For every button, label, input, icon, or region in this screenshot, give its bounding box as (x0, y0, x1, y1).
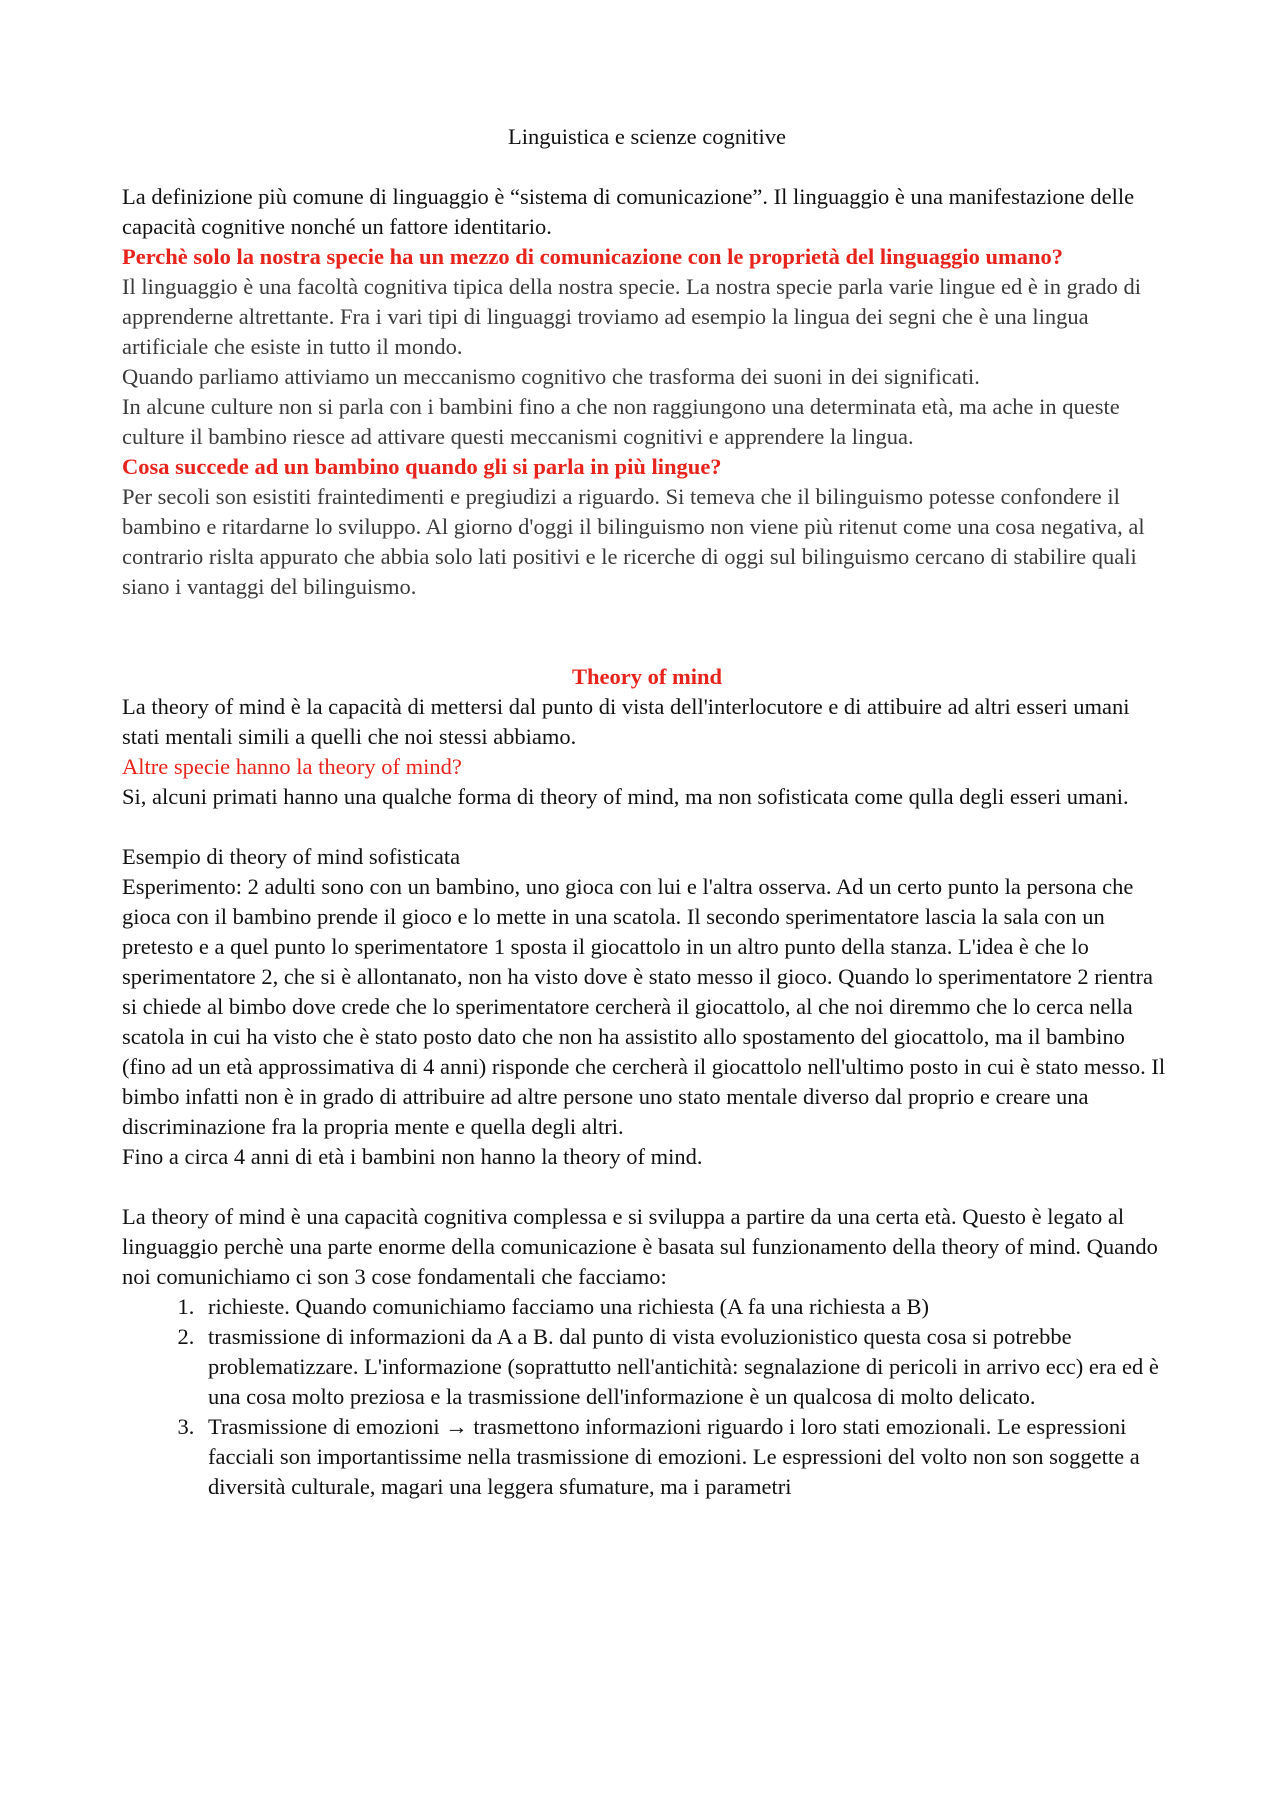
numbered-list (122, 1292, 1172, 1502)
paragraph-7: Esempio di theory of mind sofisticata (122, 844, 461, 869)
question-heading-2: Cosa succede ad un bambino quando gli si parla in più lingue? (122, 454, 722, 479)
question-heading-3: Altre specie hanno la theory of mind? (122, 754, 462, 779)
paragraph-6: Si, alcuni primati hanno una qualche forma di theory of mind, ma non sofisticata come qulla degli esseri umani. (122, 784, 1129, 809)
question-heading-1: Perchè solo la nostra specie ha un mezzo di comunicazione con le proprietà del linguaggio umano? (122, 244, 1064, 269)
paragraph-9: Fino a circa 4 anni di età i bambini non hanno la theory of mind. (122, 1144, 703, 1169)
document-title: Linguistica e scienze cognitive (507, 124, 787, 149)
paragraph-4: Per secoli son esistiti fraintedimenti e pregiudizi a riguardo. Si temeva che il bilinguismo potesse confondere il bambino e ritardarne lo sviluppo. Al giorno d'oggi il bilinguismo non viene più ritenut come una cosa negativa, al contrario rislta appurato che abbia solo lati positivi e le ricerche di oggi sul bilinguismo cercano di stabilire quali siano i vantaggi del bilinguismo. (122, 484, 1145, 599)
section-heading-theory-of-mind: Theory of mind (571, 664, 722, 689)
paragraph-10: La theory of mind è una capacità cognitiva complessa e si sviluppa a partire da una certa età. Questo è legato al linguaggio perchè una parte enorme della comunicazione è basata sul funzionamento della theory of mind. Quando noi comunichiamo ci son 3 cose fondamentali che facciamo: (122, 1204, 1158, 1289)
paragraph-3: In alcune culture non si parla con i bambini fino a che non raggiungono una determinata età, ma ache in queste culture il bambino riesce ad attivare questi meccanismi cognitivi e apprendere la lingua. (122, 394, 1120, 449)
paragraph-1: Il linguaggio è una facoltà cognitiva tipica della nostra specie. La nostra specie parla varie lingue ed è in grado di apprenderne altrettante. Fra i vari tipi di linguaggi troviamo ad esempio la lingua dei segni che è una lingua artificiale che esiste in tutto il mondo. (122, 274, 1141, 359)
list-item: 3. Trasmissione di emozioni → trasmettono informazioni riguardo i loro stati emozionali. Le espressioni facciali son importantissime nella trasmissione di emozioni. Le espressioni del volto non son soggette a diversità culturale, magari una leggera sfumature, ma i parametri (200, 1412, 1172, 1502)
list-item: 2. trasmissione di informazioni da A a B. dal punto di vista evoluzionistico questa cosa si potrebbe problematizzare. L'informazione (soprattutto nell'antichità: segnalazione di pericoli in arrivo ecc) era ed è una cosa molto preziosa e la trasmissione dell'informazione è un qualcosa di molto delicato. (200, 1322, 1172, 1412)
list-item: 1. richieste. Quando comunichiamo facciamo una richiesta (A fa una richiesta a B) (200, 1292, 1172, 1322)
paragraph-5: La theory of mind è la capacità di mettersi dal punto di vista dell'interlocutore e di attibuire ad altri esseri umani stati mentali simili a quelli che noi stessi abbiamo. (122, 694, 1130, 749)
document-page (122, 122, 1172, 1502)
intro-paragraph: La definizione più comune di linguaggio è “sistema di comunicazione”. Il linguaggio è una manifestazione delle capacità cognitive nonché un fattore identitario. (122, 184, 1135, 239)
paragraph-8: Esperimento: 2 adulti sono con un bambino, uno gioca con lui e l'altra osserva. Ad un certo punto la persona che gioca con il bambino prende il gioco e lo mette in una scatola. Il secondo sperimentatore lascia la sala con un pretesto e a quel punto lo sperimentatore 1 sposta il giocattolo in un altro punto della stanza. L'idea è che lo sperimentatore 2, che si è allontanato, non ha visto dove è stato messo il gioco. Quando lo sperimentatore 2 rientra si chiede al bimbo dove crede che lo sperimentatore cercherà il giocattolo, al che noi diremmo che lo cerca nella scatola in cui ha visto che è stato posto dato che non ha assistito allo spostamento del giocattolo, ma il bambino (fino ad un età approssimativa di 4 anni) risponde che cercherà il giocattolo nell'ultimo posto in cui è stato messo. Il bimbo infatti non è in grado di attribuire ad altre persone uno stato mentale diverso dal proprio e creare una discriminazione fra la propria mente e quella degli altri. (122, 874, 1166, 1139)
paragraph-2: Quando parliamo attiviamo un meccanismo cognitivo che trasforma dei suoni in dei significati. (122, 364, 980, 389)
